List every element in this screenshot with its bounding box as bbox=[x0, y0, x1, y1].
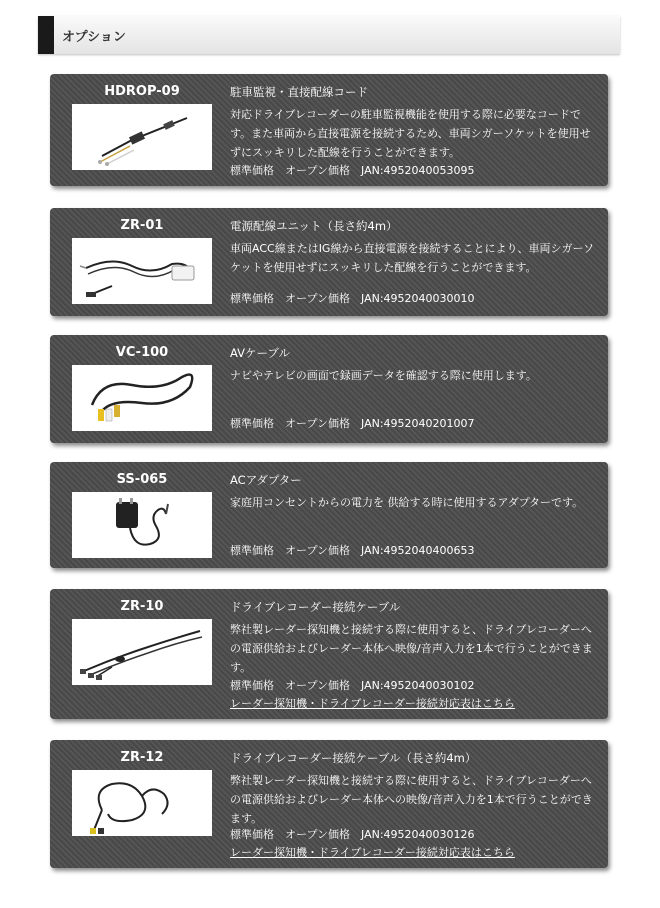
product-model: HDROP-09 bbox=[104, 84, 180, 99]
jan-code: JAN:4952040030126 bbox=[361, 828, 475, 841]
product-price bbox=[230, 542, 475, 558]
price-label: 標準価格 オープン価格 bbox=[230, 828, 351, 841]
product-model: ZR-10 bbox=[120, 599, 164, 614]
product-price bbox=[230, 826, 475, 842]
product-description: 対応ドライブレコーダーの駐車監視機能を使用する際に必要なコードです。また車両から直接電源を接続するため、車両シガーソケットを使用せずにスッキリした配線を行うことができます。 bbox=[230, 108, 591, 159]
product-price bbox=[230, 162, 475, 178]
product-card-zr-12 bbox=[50, 740, 608, 868]
section-title: オプション bbox=[62, 30, 126, 45]
recorder-cable-long-image bbox=[72, 770, 212, 836]
jan-code: JAN:4952040053095 bbox=[361, 164, 475, 177]
price-label: 標準価格 オープン価格 bbox=[230, 679, 351, 692]
product-name: ACアダプター bbox=[230, 473, 302, 487]
header-accent-bar bbox=[38, 16, 54, 54]
product-model: ZR-01 bbox=[120, 218, 164, 233]
section-header bbox=[38, 16, 620, 54]
av-cable-image bbox=[72, 365, 212, 431]
product-card-zr-10 bbox=[50, 589, 608, 719]
jan-code: JAN:4952040030010 bbox=[361, 292, 475, 305]
product-description: 家庭用コンセントからの電力を 供給する時に使用するアダプターです。 bbox=[230, 496, 584, 509]
compatibility-table-link[interactable]: レーダー探知機・ドライブレコーダー接続対応表はこちら bbox=[230, 846, 515, 859]
ac-adapter-image bbox=[72, 492, 212, 558]
product-model: SS-065 bbox=[116, 472, 168, 487]
product-description: ナビやテレビの画面で録画データを確認する際に使用します。 bbox=[230, 369, 537, 382]
product-name: AVケーブル bbox=[230, 346, 290, 360]
price-label: 標準価格 オープン価格 bbox=[230, 417, 351, 430]
product-price bbox=[230, 415, 475, 431]
product-name: 電源配線ユニット（長さ約4m） bbox=[230, 219, 398, 233]
power-wiring-unit-image bbox=[72, 238, 212, 304]
jan-code: JAN:4952040400653 bbox=[361, 544, 475, 557]
jan-code: JAN:4952040201007 bbox=[361, 417, 475, 430]
product-description: 弊社製レーダー探知機と接続する際に使用すると、ドライブレコーダーへの電源供給およびレーダー本体への映像/音声入力を1本で行うことができます。 bbox=[230, 774, 593, 825]
product-name: ドライブレコーダー接続ケーブル bbox=[230, 600, 401, 614]
product-description: 弊社製レーダー探知機と接続する際に使用すると、ドライブレコーダーへの電源供給およびレーダー本体へ映像/音声入力を1本で行うことができます。 bbox=[230, 623, 593, 674]
compatibility-table-link[interactable]: レーダー探知機・ドライブレコーダー接続対応表はこちら bbox=[230, 697, 515, 710]
price-label: 標準価格 オープン価格 bbox=[230, 292, 351, 305]
product-model: ZR-12 bbox=[120, 750, 164, 765]
product-model: VC-100 bbox=[115, 345, 169, 360]
product-name: ドライブレコーダー接続ケーブル（長さ約4m） bbox=[230, 751, 477, 765]
price-label: 標準価格 オープン価格 bbox=[230, 164, 351, 177]
product-price bbox=[230, 677, 475, 693]
price-label: 標準価格 オープン価格 bbox=[230, 544, 351, 557]
recorder-cable-image bbox=[72, 619, 212, 685]
product-price bbox=[230, 290, 475, 306]
product-description: 車両ACC線またはIG線から直接電源を接続することにより、車両シガーソケットを使用せずにスッキリした配線を行うことができます。 bbox=[230, 242, 595, 274]
product-card-ss-065 bbox=[50, 462, 608, 568]
jan-code: JAN:4952040030102 bbox=[361, 679, 475, 692]
product-card-zr-01 bbox=[50, 208, 608, 316]
wiring-cord-image bbox=[72, 104, 212, 170]
product-name: 駐車監視・直接配線コード bbox=[230, 85, 368, 99]
product-card-vc-100 bbox=[50, 335, 608, 443]
product-card-hdrop-09 bbox=[50, 74, 608, 186]
